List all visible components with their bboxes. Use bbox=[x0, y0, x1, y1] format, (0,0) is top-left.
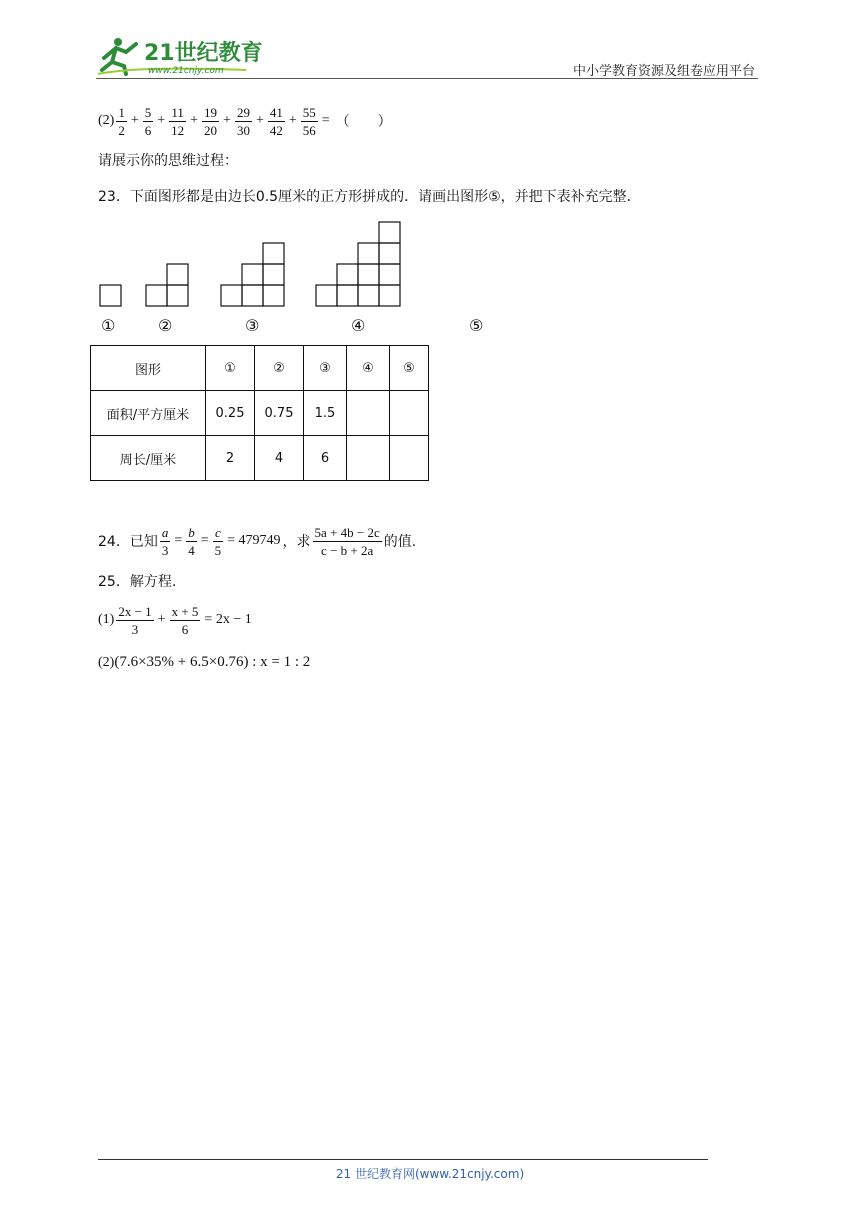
table-cell: 1.5 bbox=[304, 391, 347, 436]
fraction: $\frac{5a + 4b - 2c}{c - b + 2a}$ bbox=[314, 524, 380, 558]
figure-2 bbox=[146, 264, 188, 306]
footer-link[interactable]: 21 世纪教育网(www.21cnjy.com) bbox=[335, 1167, 525, 1181]
square-figures bbox=[90, 210, 420, 310]
table-cell-blank[interactable] bbox=[390, 436, 429, 481]
fraction: $\frac{a}{3}$ bbox=[161, 524, 169, 558]
eq1-rhs: = 2x − 1 bbox=[204, 612, 252, 627]
table-cell-blank[interactable] bbox=[390, 391, 429, 436]
table-cell: 面积/平方厘米 bbox=[91, 391, 206, 436]
plus-sign: + bbox=[255, 113, 264, 128]
figure-3 bbox=[221, 243, 284, 306]
plus-sign: + bbox=[190, 113, 199, 128]
footer-divider bbox=[98, 1159, 708, 1160]
q24-suffix: 的值. bbox=[383, 534, 417, 550]
fraction: $\frac{2x - 1}{3}$ bbox=[118, 603, 152, 637]
q24-mid: ，求 bbox=[282, 534, 311, 550]
q24: 24．已知 $\frac{a}{3}$ = $\frac{b}{4}$ = $\frac{c}{5}$ = 479749 ，求 $\frac{5a + 4b - 2c}{c - b + 2a}$ 的值. bbox=[98, 524, 417, 558]
figure-label-2: ② bbox=[158, 316, 173, 335]
q24-prefix: 24．已知 bbox=[98, 534, 158, 550]
figure-4 bbox=[316, 222, 400, 306]
logo-url: www.21cnjy.com bbox=[148, 66, 224, 76]
table-cell: 2 bbox=[206, 436, 255, 481]
figure-label-4: ④ bbox=[351, 316, 366, 335]
table-cell: 6 bbox=[304, 436, 347, 481]
eq1-prefix: (1) bbox=[98, 612, 115, 627]
q23-text: 23．下面图形都是由边长0.5厘米的正方形拼成的．请画出图形⑤，并把下表补充完整． bbox=[98, 189, 641, 205]
table-row bbox=[91, 391, 429, 436]
plus-sign: + bbox=[223, 113, 231, 128]
fraction: $\frac{x + 5}{6}$ bbox=[171, 603, 199, 637]
plus-sign: + bbox=[288, 113, 297, 128]
fraction: $\frac{c}{5}$ bbox=[214, 524, 222, 558]
table-cell-blank[interactable] bbox=[347, 436, 390, 481]
table-cell: 4 bbox=[255, 436, 304, 481]
fraction: $\frac{19}{20}$ bbox=[204, 104, 218, 138]
equals-sign: = bbox=[321, 113, 330, 128]
fraction: $\frac{29}{30}$ bbox=[236, 104, 250, 138]
header-divider bbox=[96, 78, 758, 79]
q24-value: = 479749 bbox=[227, 533, 281, 548]
table-cell: ④ bbox=[347, 346, 390, 391]
table-cell-blank[interactable] bbox=[347, 391, 390, 436]
q25-eq2 bbox=[98, 654, 310, 671]
table-header-row bbox=[91, 346, 429, 391]
plus-sign: + bbox=[130, 113, 139, 128]
plus-sign: + bbox=[157, 113, 166, 128]
table-cell: ⑤ bbox=[390, 346, 429, 391]
fraction: $\frac{41}{42}$ bbox=[269, 104, 283, 138]
area-perimeter-table bbox=[90, 345, 429, 481]
figure-1 bbox=[100, 285, 121, 306]
fraction: $\frac{b}{4}$ bbox=[188, 524, 195, 558]
figure-label-5: ⑤ bbox=[469, 316, 484, 335]
answer-blank: （ ） bbox=[335, 114, 392, 130]
table-cell: ③ bbox=[304, 346, 347, 391]
q22-prefix: (2) bbox=[98, 113, 115, 128]
eq2-prefix: (2) bbox=[98, 654, 115, 670]
header-platform-text: 中小学教育资源及组卷应用平台 bbox=[572, 64, 755, 79]
q25-eq1 bbox=[98, 601, 254, 639]
logo-text: 21世纪教育 bbox=[144, 41, 263, 66]
table-row bbox=[91, 436, 429, 481]
eq2-body: (7.6×35% + 6.5×0.76) : x = 1 : 2 bbox=[114, 654, 311, 670]
fraction: $\frac{55}{56}$ bbox=[302, 104, 316, 138]
q25-title: 25．解方程. bbox=[98, 574, 177, 590]
figure-label-3: ③ bbox=[245, 316, 260, 335]
figure-label-1: ① bbox=[101, 316, 116, 335]
fraction: $\frac{11}{12}$ bbox=[171, 104, 185, 138]
fraction: $\frac{5}{6}$ bbox=[144, 104, 152, 138]
q22-part2 bbox=[98, 103, 392, 139]
thinking-prompt: 请展示你的思维过程： bbox=[98, 153, 238, 169]
table-cell: 图形 bbox=[91, 346, 206, 391]
table-cell: ① bbox=[206, 346, 255, 391]
table-cell: 周长/厘米 bbox=[91, 436, 206, 481]
table-cell: ② bbox=[255, 346, 304, 391]
site-logo bbox=[96, 36, 266, 78]
fraction: $\frac{1}{2}$ bbox=[118, 104, 125, 138]
plus-sign: + bbox=[157, 612, 166, 627]
table-cell: 0.25 bbox=[206, 391, 255, 436]
table-cell: 0.75 bbox=[255, 391, 304, 436]
